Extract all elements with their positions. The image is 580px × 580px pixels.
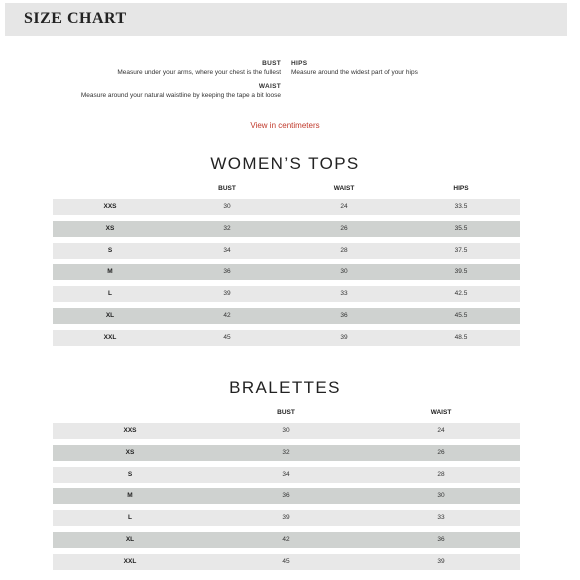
measurement-cell: 30	[223, 203, 231, 210]
table-row	[53, 286, 520, 302]
measurement-cell: 35.5	[454, 224, 468, 232]
table-row	[53, 423, 520, 439]
size-label: XXL	[123, 557, 137, 565]
size-chart-header	[5, 3, 567, 36]
column-header-hips: HIPS	[453, 185, 469, 192]
measurement-cell: 30	[282, 427, 290, 434]
measurement-cell: 33	[340, 290, 348, 298]
size-label: L	[128, 514, 132, 522]
size-label: S	[127, 470, 133, 478]
size-label: XXL	[103, 333, 117, 341]
measurement-cell: 26	[340, 224, 348, 232]
measurement-cell: 32	[223, 224, 231, 232]
size-label: XS	[105, 224, 115, 232]
size-label: S	[107, 246, 113, 254]
column-header-waist: WAIST	[430, 409, 452, 416]
bust-term: BUST	[262, 60, 281, 67]
measurement-cell: 34	[282, 470, 290, 478]
measurement-cell: 39	[282, 514, 290, 522]
bralettes-title: BRALETTES	[229, 378, 341, 397]
measurement-cell: 39.5	[454, 268, 468, 276]
measurement-cell: 36	[282, 492, 290, 500]
table-row	[53, 467, 520, 483]
hips-term: HIPS	[291, 60, 308, 67]
measurement-cell: 39	[437, 557, 445, 565]
measurement-cell: 28	[437, 470, 445, 478]
table-row	[53, 532, 520, 548]
measurement-cell: 42	[282, 536, 290, 543]
measurement-cell: 42	[223, 312, 231, 319]
size-label: M	[107, 268, 113, 276]
measurement-cell: 36	[340, 312, 348, 319]
bust-description: Measure under your arms, where your chest is the fullest	[117, 69, 281, 76]
measurement-cell: 32	[282, 448, 290, 456]
measurement-cell: 30	[340, 268, 348, 276]
waist-description: Measure around your natural waistline by keeping the tape a bit loose	[80, 92, 281, 99]
waist-term: WAIST	[258, 83, 281, 90]
bust-guide	[117, 59, 281, 77]
table-row	[53, 445, 520, 461]
hips-guide	[291, 59, 418, 77]
measurement-cell: 34	[223, 246, 231, 254]
table-row	[53, 243, 520, 259]
column-header-bust: BUST	[277, 409, 295, 416]
table-row	[53, 510, 520, 526]
measurement-cell: 26	[437, 448, 445, 456]
table-row	[53, 199, 520, 215]
size-label: XXS	[103, 203, 117, 210]
measurement-cell: 24	[340, 203, 348, 210]
size-label: XS	[125, 448, 135, 456]
measurement-cell: 48.5	[454, 333, 468, 341]
measurement-cell: 45	[223, 333, 231, 341]
measurement-cell: 24	[437, 427, 445, 434]
page-title: SIZE CHART	[24, 10, 127, 27]
waist-guide	[81, 82, 281, 100]
size-label: XXS	[123, 427, 137, 434]
hips-description: Measure around the widest part of your hips	[291, 69, 418, 76]
table-row	[53, 264, 520, 280]
measurement-cell: 42.5	[454, 290, 468, 298]
measurement-cell: 45	[282, 557, 290, 565]
size-label: L	[108, 290, 112, 298]
measurement-cell: 37.5	[454, 246, 468, 254]
measurement-cell: 33	[437, 514, 445, 522]
measurement-cell: 36	[437, 536, 445, 543]
size-label: M	[127, 492, 133, 500]
measurement-cell: 39	[223, 290, 231, 298]
table-row	[53, 221, 520, 237]
view-in-centimeters-link[interactable]: View in centimeters	[250, 121, 320, 130]
measurement-cell: 33.5	[454, 203, 468, 210]
column-header-waist: WAIST	[333, 185, 355, 192]
size-label: XL	[105, 312, 115, 319]
measurement-cell: 36	[223, 268, 231, 276]
table-row	[53, 488, 520, 504]
size-label: XL	[125, 536, 135, 543]
table-row	[53, 554, 520, 570]
measurement-cell: 39	[340, 333, 348, 341]
womens-tops-title: WOMEN’S TOPS	[210, 154, 360, 173]
column-header-bust: BUST	[218, 185, 236, 192]
table-row	[53, 308, 520, 324]
measurement-cell: 45.5	[454, 312, 468, 319]
table-row	[53, 330, 520, 346]
measurement-cell: 28	[340, 246, 348, 254]
measurement-cell: 30	[437, 492, 445, 500]
